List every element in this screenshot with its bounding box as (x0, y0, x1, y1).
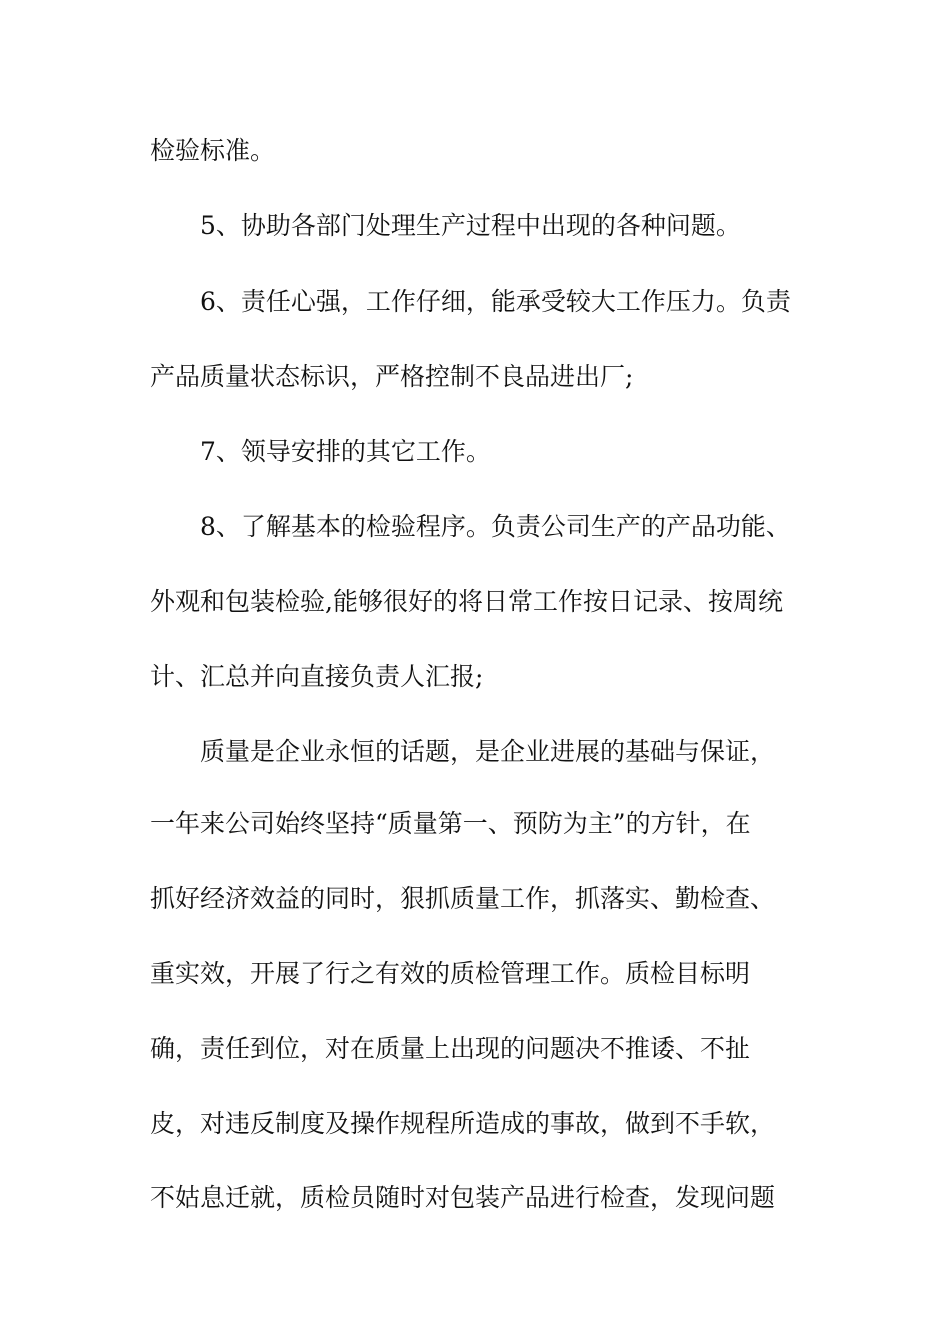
text-line: 一年来公司始终坚持“质量第一、预防为主”的方针，在 (150, 809, 751, 838)
text-line: 抓好经济效益的同时，狠抓质量工作，抓落实、勤检查、 (150, 884, 776, 913)
text-line: 5、协助各部门处理生产过程中出现的各种问题。 (200, 211, 741, 240)
text-line: 不姑息迁就，质检员随时对包装产品进行检查，发现问题 (150, 1183, 776, 1212)
text-line: 8、了解基本的检验程序。负责公司生产的产品功能、 (200, 512, 791, 541)
text-line: 质量是企业永恒的话题，是企业进展的基础与保证， (200, 737, 776, 766)
text-line: 检验标准。 (150, 136, 276, 165)
text-line: 重实效，开展了行之有效的质检管理工作。质检目标明 (150, 959, 751, 988)
text-line: 7、领导安排的其它工作。 (200, 437, 491, 466)
text-line: 产品质量状态标识，严格控制不良品进出厂; (150, 362, 634, 391)
text-line: 皮，对违反制度及操作规程所造成的事故，做到不手软， (150, 1109, 776, 1138)
text-line: 6、责任心强，工作仔细，能承受较大工作压力。负责 (200, 287, 791, 316)
text-line: 计、汇总并向直接负责人汇报; (150, 662, 484, 691)
text-line: 确，责任到位，对在质量上出现的问题决不推诿、不扯 (150, 1034, 751, 1063)
text-line: 外观和包装检验,能够很好的将日常工作按日记录、按周统 (150, 587, 783, 616)
